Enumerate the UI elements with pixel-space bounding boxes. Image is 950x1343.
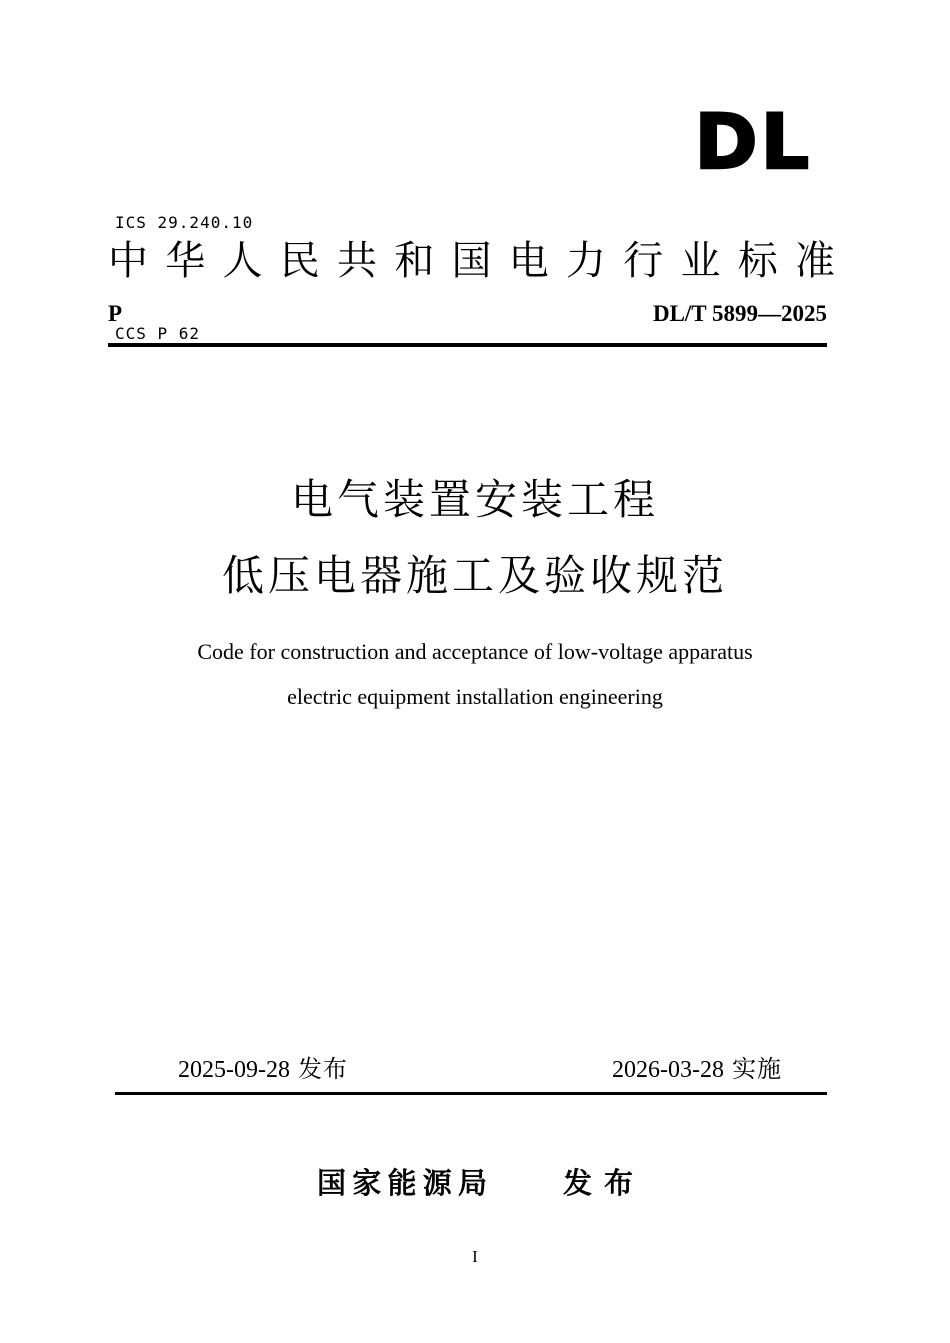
issue-date: 2025-09-28 (178, 1057, 290, 1083)
class-and-code-row (108, 301, 827, 327)
title-english-line1: Code for construction and acceptance of low-voltage apparatus (197, 639, 753, 664)
ccs-code: CCS P 62 (115, 324, 201, 343)
issue-date-block (178, 1057, 348, 1083)
publish-action-label: 发 布 (563, 1168, 633, 1200)
publisher-name: 国 家 能 源 局 (317, 1168, 487, 1200)
doc-class-letter: P (108, 301, 123, 326)
title-english-line2: electric equipment installation engineering (287, 684, 663, 709)
page-number: I (472, 1247, 478, 1266)
implement-date-block (612, 1057, 782, 1083)
standard-code: DL/T 5899—2025 (652, 301, 827, 326)
footer-rule (115, 1092, 827, 1095)
series-title: 中 华 人 民 共 和 国 电 力 行 业 标 准 (108, 239, 835, 283)
header-rule (108, 343, 827, 347)
dl-logo: DL (694, 97, 812, 186)
implement-date: 2026-03-28 (612, 1057, 724, 1083)
issue-date-label: 发布 (297, 1057, 348, 1083)
implement-date-label: 实施 (732, 1057, 782, 1083)
title-chinese-line1: 电气装置安装工程 (290, 478, 659, 524)
publisher-row (0, 1170, 950, 1199)
ics-code: ICS 29.240.10 (115, 213, 254, 232)
title-chinese-line2: 低压电器施工及验收规范 (221, 554, 728, 600)
